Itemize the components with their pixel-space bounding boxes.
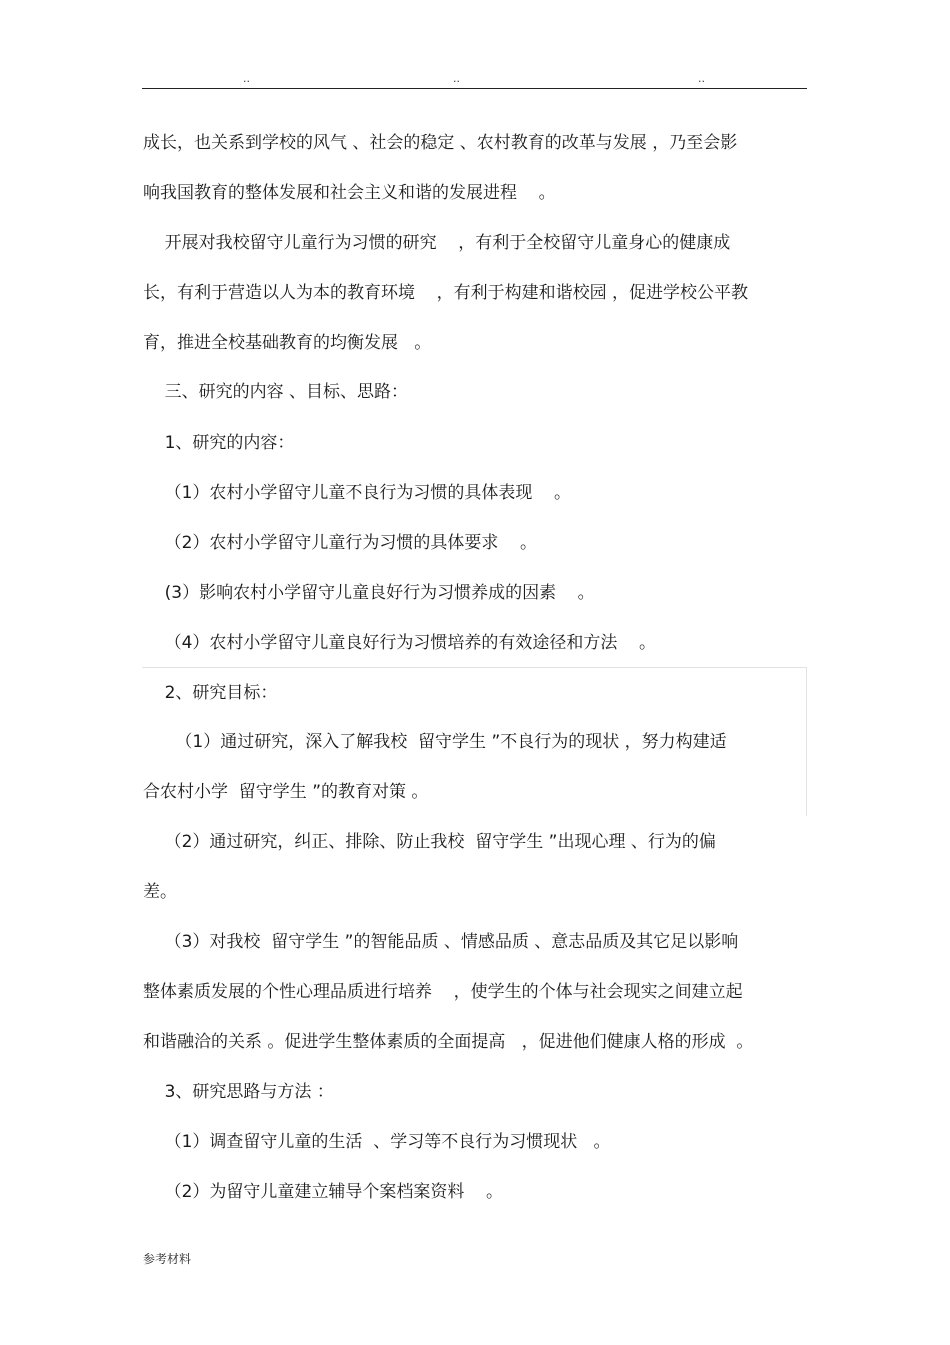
body-line: 响我国教育的整体发展和社会主义和谐的发展进程 。 [143, 183, 556, 203]
body-line: 合农村小学 留守学生 ”的教育对策 。 [143, 782, 429, 802]
subsection-heading: 3、研究思路与方法 ： [143, 1082, 334, 1102]
body-line: 长，有利于营造以人为本的教育环境 ，有利于构建和谐校园 ，促进学校公平教 [143, 283, 749, 303]
section-heading: 三、研究的内容 、目标、思路： [143, 382, 409, 402]
list-item: （4）农村小学留守儿童良好行为习惯培养的有效途径和方法 。 [143, 633, 657, 653]
list-item: （2）为留守儿童建立辅导个案档案资料 。 [143, 1182, 504, 1202]
body-line: 整体素质发展的个性心理品质进行培养 ，使学生的个体与社会现实之间建立起 [143, 982, 743, 1002]
list-item: （3）对我校 留守学生 ”的智能品质 、情感品质 、意志品质及其它足以影响 [143, 932, 739, 952]
subsection-heading: 2、研究目标： [143, 683, 278, 703]
list-item: （1）通过研究，深入了解我校 留守学生 ”不良行为的现状 ，努力构建适 [143, 732, 727, 752]
list-item: （2）通过研究，纠正、排除、防止我校 留守学生 ”出现心理 、行为的偏 [143, 832, 716, 852]
body-line: 和谐融洽的关系 。促进学生整体素质的全面提高 ，促进他们健康人格的形成 。 [143, 1032, 754, 1052]
header-mark-left: .. [243, 72, 250, 85]
header-mark-right: .. [698, 72, 705, 85]
list-item: （1）农村小学留守儿童不良行为习惯的具体表现 。 [143, 483, 572, 503]
body-line: 育，推进全校基础教育的均衡发展 。 [143, 333, 432, 353]
body-line: 成长，也关系到学校的风气 、社会的稳定 、农村教育的改革与发展 ，乃至会影 [143, 133, 738, 153]
page-footer: 参考材料 [143, 1252, 192, 1266]
body-line: 开展对我校留守儿童行为习惯的研究 ，有利于全校留守儿童身心的健康成 [143, 233, 731, 253]
header-rule [142, 88, 807, 89]
subsection-heading: 1、研究的内容： [143, 433, 295, 453]
body-line: 差。 [143, 882, 177, 902]
list-item: （2）农村小学留守儿童行为习惯的具体要求 。 [143, 533, 538, 553]
header-mark-center: .. [453, 72, 460, 85]
list-item: (3）影响农村小学留守儿童良好行为习惯养成的因素 。 [143, 583, 595, 603]
list-item: （1）调查留守儿童的生活 、学习等不良行为习惯现状 。 [143, 1132, 611, 1152]
